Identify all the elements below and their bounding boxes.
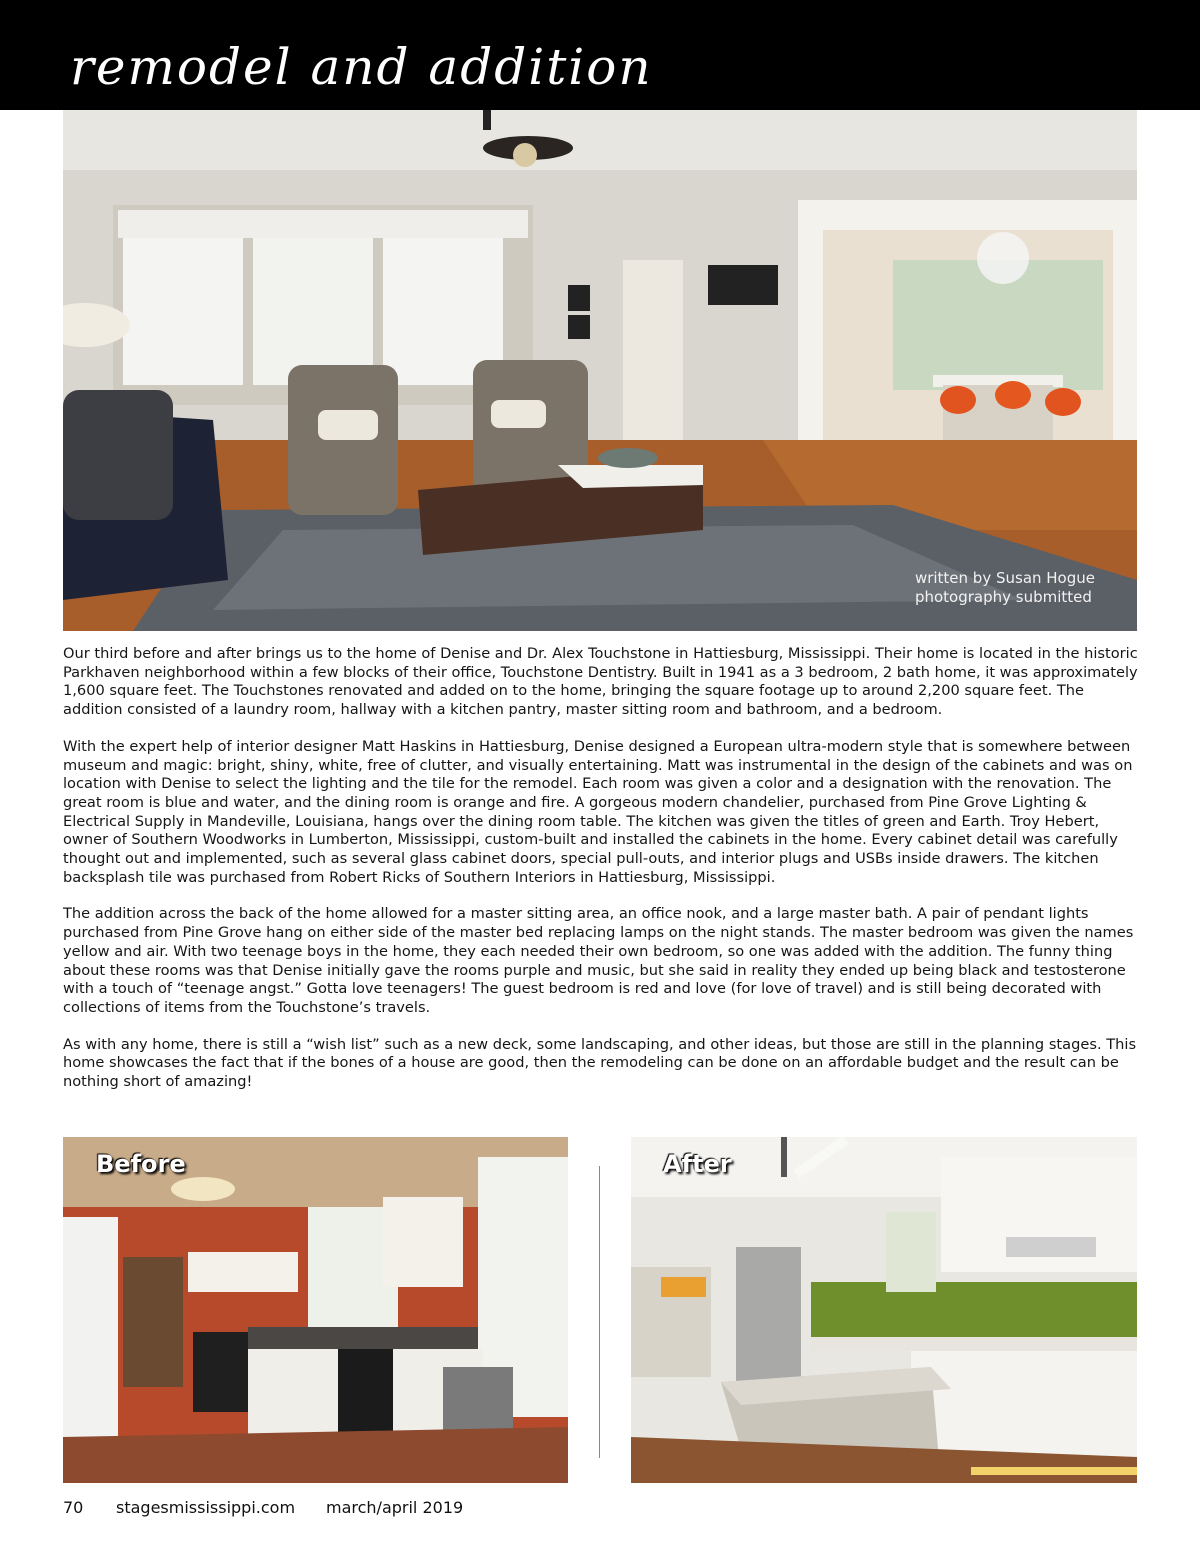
website-link[interactable]: stagesmississippi.com (116, 1498, 296, 1517)
hero-photo-living-room (63, 110, 1137, 631)
before-kitchen-photo (63, 1137, 568, 1483)
article-paragraph: Our third before and after brings us to the home of Denise and Dr. Alex Touchstone in Hattiesburg, Mississippi. Their home is located in the historic Parkhaven neighborhood within a few blocks of their office, Touchstone Dentistry. Built in 1941 as a 3 bedroom, 2 bath home, it was approximately 1,600 square feet. The Touchstones renovated and added on to the home, bringing the square footage up to around 2,200 square feet. The addition consisted of a laundry room, hallway with a kitchen pantry, master sitting room and bathroom, and a bedroom. (63, 645, 1138, 719)
article-paragraph: The addition across the back of the home allowed for a master sitting area, an office nook, and a large master bath. A pair of pendant lights purchased from Pine Grove hang on either side of the master bed replacing lamps on the night stands. The master bedroom was given the names yellow and air. With two teenage boys in the home, they each needed their own bedroom, so one was added with the addition. The funny thing about these rooms was that Denise initially gave the rooms purple and music, but she said in reality they ended up being black and testosterone with a touch of “teenage angst.” Gotta love teenagers! The guest bedroom is red and love (for love of travel) and is still being decorated with collections of items from the Touchstone’s travels. (63, 905, 1134, 1016)
photo-credit (915, 569, 1095, 607)
living-room-illustration (63, 110, 1137, 631)
article-body (63, 645, 1138, 1110)
article-paragraph: With the expert help of interior designer Matt Haskins in Hattiesburg, Denise designed a European ultra-modern style that is somewhere between museum and magic: bright, shiny, white, free of clutter, and visually entertaining. Matt was instrumental in the design of the cabinets and was on location with Denise to select the lighting and the tile for the remodel. Each room was given a color and a designation with the renovation. The great room is blue and water, and the dining room is orange and fire. A gorgeous modern chandelier, purchased from Pine Grove Lighting & Electrical Supply in Mandeville, Louisiana, hangs over the dining room table. The kitchen was given the titles of green and Earth. Troy Hebert, owner of Southern Woodworks in Lumberton, Mississippi, custom-built and installed the cabinets in the home. Every cabinet detail was carefully thought out and implemented, such as several glass cabinet doors, special pull-outs, and interior plugs and USBs inside drawers. The kitchen backsplash tile was purchased from Robert Ricks of Southern Interiors in Hattiesburg, Mississippi. (63, 737, 1133, 886)
before-label: Before (96, 1150, 186, 1178)
before-kitchen-illustration (63, 1137, 568, 1483)
author-credit: written by Susan Hogue (914, 569, 1095, 587)
photography-credit: photography submitted (914, 588, 1092, 606)
page-number: 70 (63, 1498, 84, 1517)
article-paragraph: As with any home, there is still a “wish list” such as a new deck, some landscaping, and other ideas, but those are still in the planning stages. This home showcases the fact that if the bones of a house are good, then the remodeling can be done on an affordable budget and the result can be nothing short of amazing! (63, 1035, 1137, 1091)
section-header (0, 0, 1200, 110)
after-label: After (663, 1150, 732, 1178)
photo-divider (599, 1166, 600, 1458)
issue-date: march/april 2019 (326, 1498, 464, 1517)
after-kitchen-photo (631, 1137, 1137, 1483)
section-title: remodel and addition (70, 38, 653, 96)
after-kitchen-illustration (631, 1137, 1137, 1483)
